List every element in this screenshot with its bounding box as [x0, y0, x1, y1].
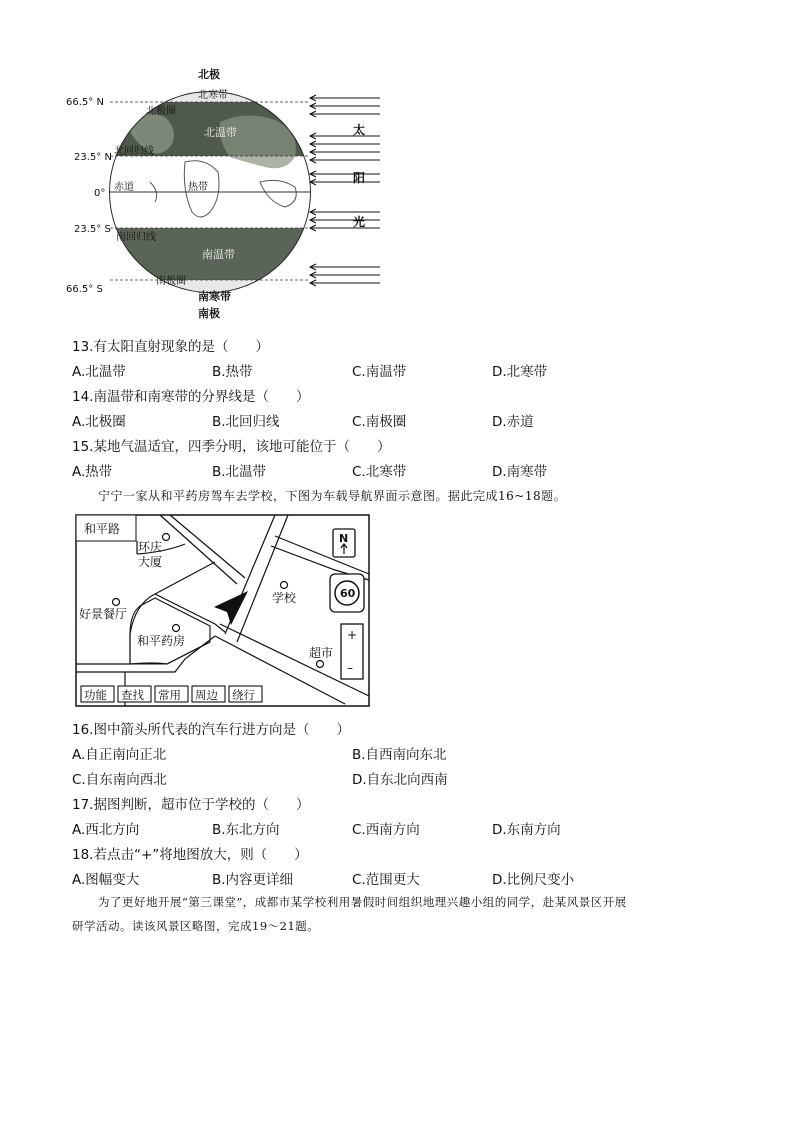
question-16-option-c[interactable]: C.自东南向西北: [72, 772, 167, 788]
question-18-stem: 18.若点击“+”将地图放大，则（ ）: [72, 847, 308, 863]
north-frigid-label: 北寒带: [198, 90, 228, 101]
school-label: 学校: [272, 591, 297, 605]
function-button-label: 功能: [84, 688, 107, 702]
supermarket-label: 超市: [309, 646, 334, 660]
question-14-option-a[interactable]: A.北极圈: [72, 414, 126, 430]
road-name-label: 和平路: [84, 522, 121, 536]
south-temperate-label: 南温带: [202, 248, 235, 261]
intro-19-21-line1: 为了更好地开展“第三课堂”，成都市某学校利用暑假时间组织地理兴趣小组的同学，赴某风景区开展: [98, 895, 627, 909]
question-14-option-b[interactable]: B.北回归线: [212, 414, 280, 430]
question-13-stem: 13.有太阳直射现象的是（ ）: [72, 339, 269, 355]
question-18-option-c[interactable]: C.范围更大: [352, 872, 420, 888]
question-16-option-a[interactable]: A.自正南向正北: [72, 747, 167, 763]
question-17-stem: 17.据图判断，超市位于学校的（ ）: [72, 797, 310, 813]
question-14-option-d[interactable]: D.赤道: [492, 414, 534, 430]
zoom-out-button[interactable]: –: [347, 661, 353, 675]
sunlight-char-3: 光: [353, 215, 366, 229]
question-18-option-b[interactable]: B.内容更详细: [212, 872, 294, 888]
lat-0-label: 0°: [94, 188, 106, 199]
question-17-option-c[interactable]: C.西南方向: [352, 822, 420, 838]
question-17-option-a[interactable]: A.西北方向: [72, 822, 140, 838]
north-label: N: [339, 532, 349, 545]
building-marker[interactable]: [163, 534, 170, 541]
south-pole-label: 南极: [198, 307, 220, 320]
building-label-line2: 大厦: [138, 555, 163, 569]
question-16-option-d[interactable]: D.自东北向西南: [352, 772, 448, 788]
tropical-label: 热带: [188, 182, 208, 193]
restaurant-marker[interactable]: [113, 599, 120, 606]
antarctic-circle-label: 南极圈: [156, 276, 186, 287]
sunlight-char-2: 阳: [353, 171, 366, 185]
question-18-option-a[interactable]: A.图幅变大: [72, 872, 140, 888]
question-14-stem: 14.南温带和南寒带的分界线是（ ）: [72, 389, 310, 405]
supermarket-marker[interactable]: [317, 661, 324, 668]
question-15-option-c[interactable]: C.北寒带: [352, 464, 407, 480]
question-13-option-d[interactable]: D.北寒带: [492, 364, 548, 380]
school-marker[interactable]: [281, 582, 288, 589]
question-15-option-a[interactable]: A.热带: [72, 464, 113, 480]
globe-figure: [66, 62, 390, 324]
question-13-option-a[interactable]: A.北温带: [72, 364, 126, 380]
question-13-option-c[interactable]: C.南温带: [352, 364, 407, 380]
arctic-circle-label: 北极圈: [146, 106, 176, 117]
speed-label: 60: [340, 587, 356, 600]
question-16-stem: 16.图中箭头所代表的汽车行进方向是（ ）: [72, 722, 350, 738]
lat-235s-label: 23.5° S: [74, 224, 111, 235]
lat-235n-label: 23.5° N: [74, 152, 112, 163]
question-17-option-d[interactable]: D.东南方向: [492, 822, 561, 838]
zoom-in-button[interactable]: +: [347, 628, 358, 642]
question-17-option-b[interactable]: B.东北方向: [212, 822, 280, 838]
restaurant-label: 好景餐厅: [79, 607, 128, 621]
north-pole-label: 北极: [198, 68, 220, 81]
question-16-option-b[interactable]: B.自西南向东北: [352, 747, 447, 763]
north-temperate-label: 北温带: [204, 126, 237, 139]
question-15-stem: 15.某地气温适宜，四季分明，该地可能位于（ ）: [72, 439, 391, 455]
equator-label: 赤道: [114, 182, 134, 193]
pharmacy-marker[interactable]: [173, 625, 180, 632]
question-18-option-d[interactable]: D.比例尺变小: [492, 872, 575, 888]
detour-button-label: 绕行: [232, 688, 255, 702]
pharmacy-label: 和平药房: [137, 634, 186, 648]
tropic-cancer-label: 北回归线: [114, 146, 154, 157]
sunlight-char-1: 太: [353, 123, 366, 137]
tropic-capricorn-label: 南回归线: [116, 232, 156, 243]
nearby-button-label: 周边: [195, 688, 218, 702]
nav-buttons: [81, 686, 262, 702]
building-label-line1: 环庆: [138, 540, 163, 554]
lat-665s-label: 66.5° S: [66, 284, 103, 295]
question-15-option-b[interactable]: B.北温带: [212, 464, 267, 480]
intro-16-18: 宁宁一家从和平药房驾车去学校，下图为车载导航界面示意图。据此完成16~18题。: [98, 489, 567, 503]
common-button-label: 常用: [158, 688, 181, 702]
south-frigid-label: 南寒带: [198, 290, 231, 303]
question-15-option-d[interactable]: D.南寒带: [492, 464, 548, 480]
question-14-option-c[interactable]: C.南极圈: [352, 414, 407, 430]
lat-665n-label: 66.5° N: [66, 97, 104, 108]
search-button-label: 查找: [121, 688, 144, 702]
nav-map-figure: [75, 514, 371, 708]
intro-19-21-line2: 研学活动。读该风景区略图，完成19～21题。: [72, 919, 320, 933]
sunlight-arrows: [310, 95, 380, 286]
question-13-option-b[interactable]: B.热带: [212, 364, 253, 380]
